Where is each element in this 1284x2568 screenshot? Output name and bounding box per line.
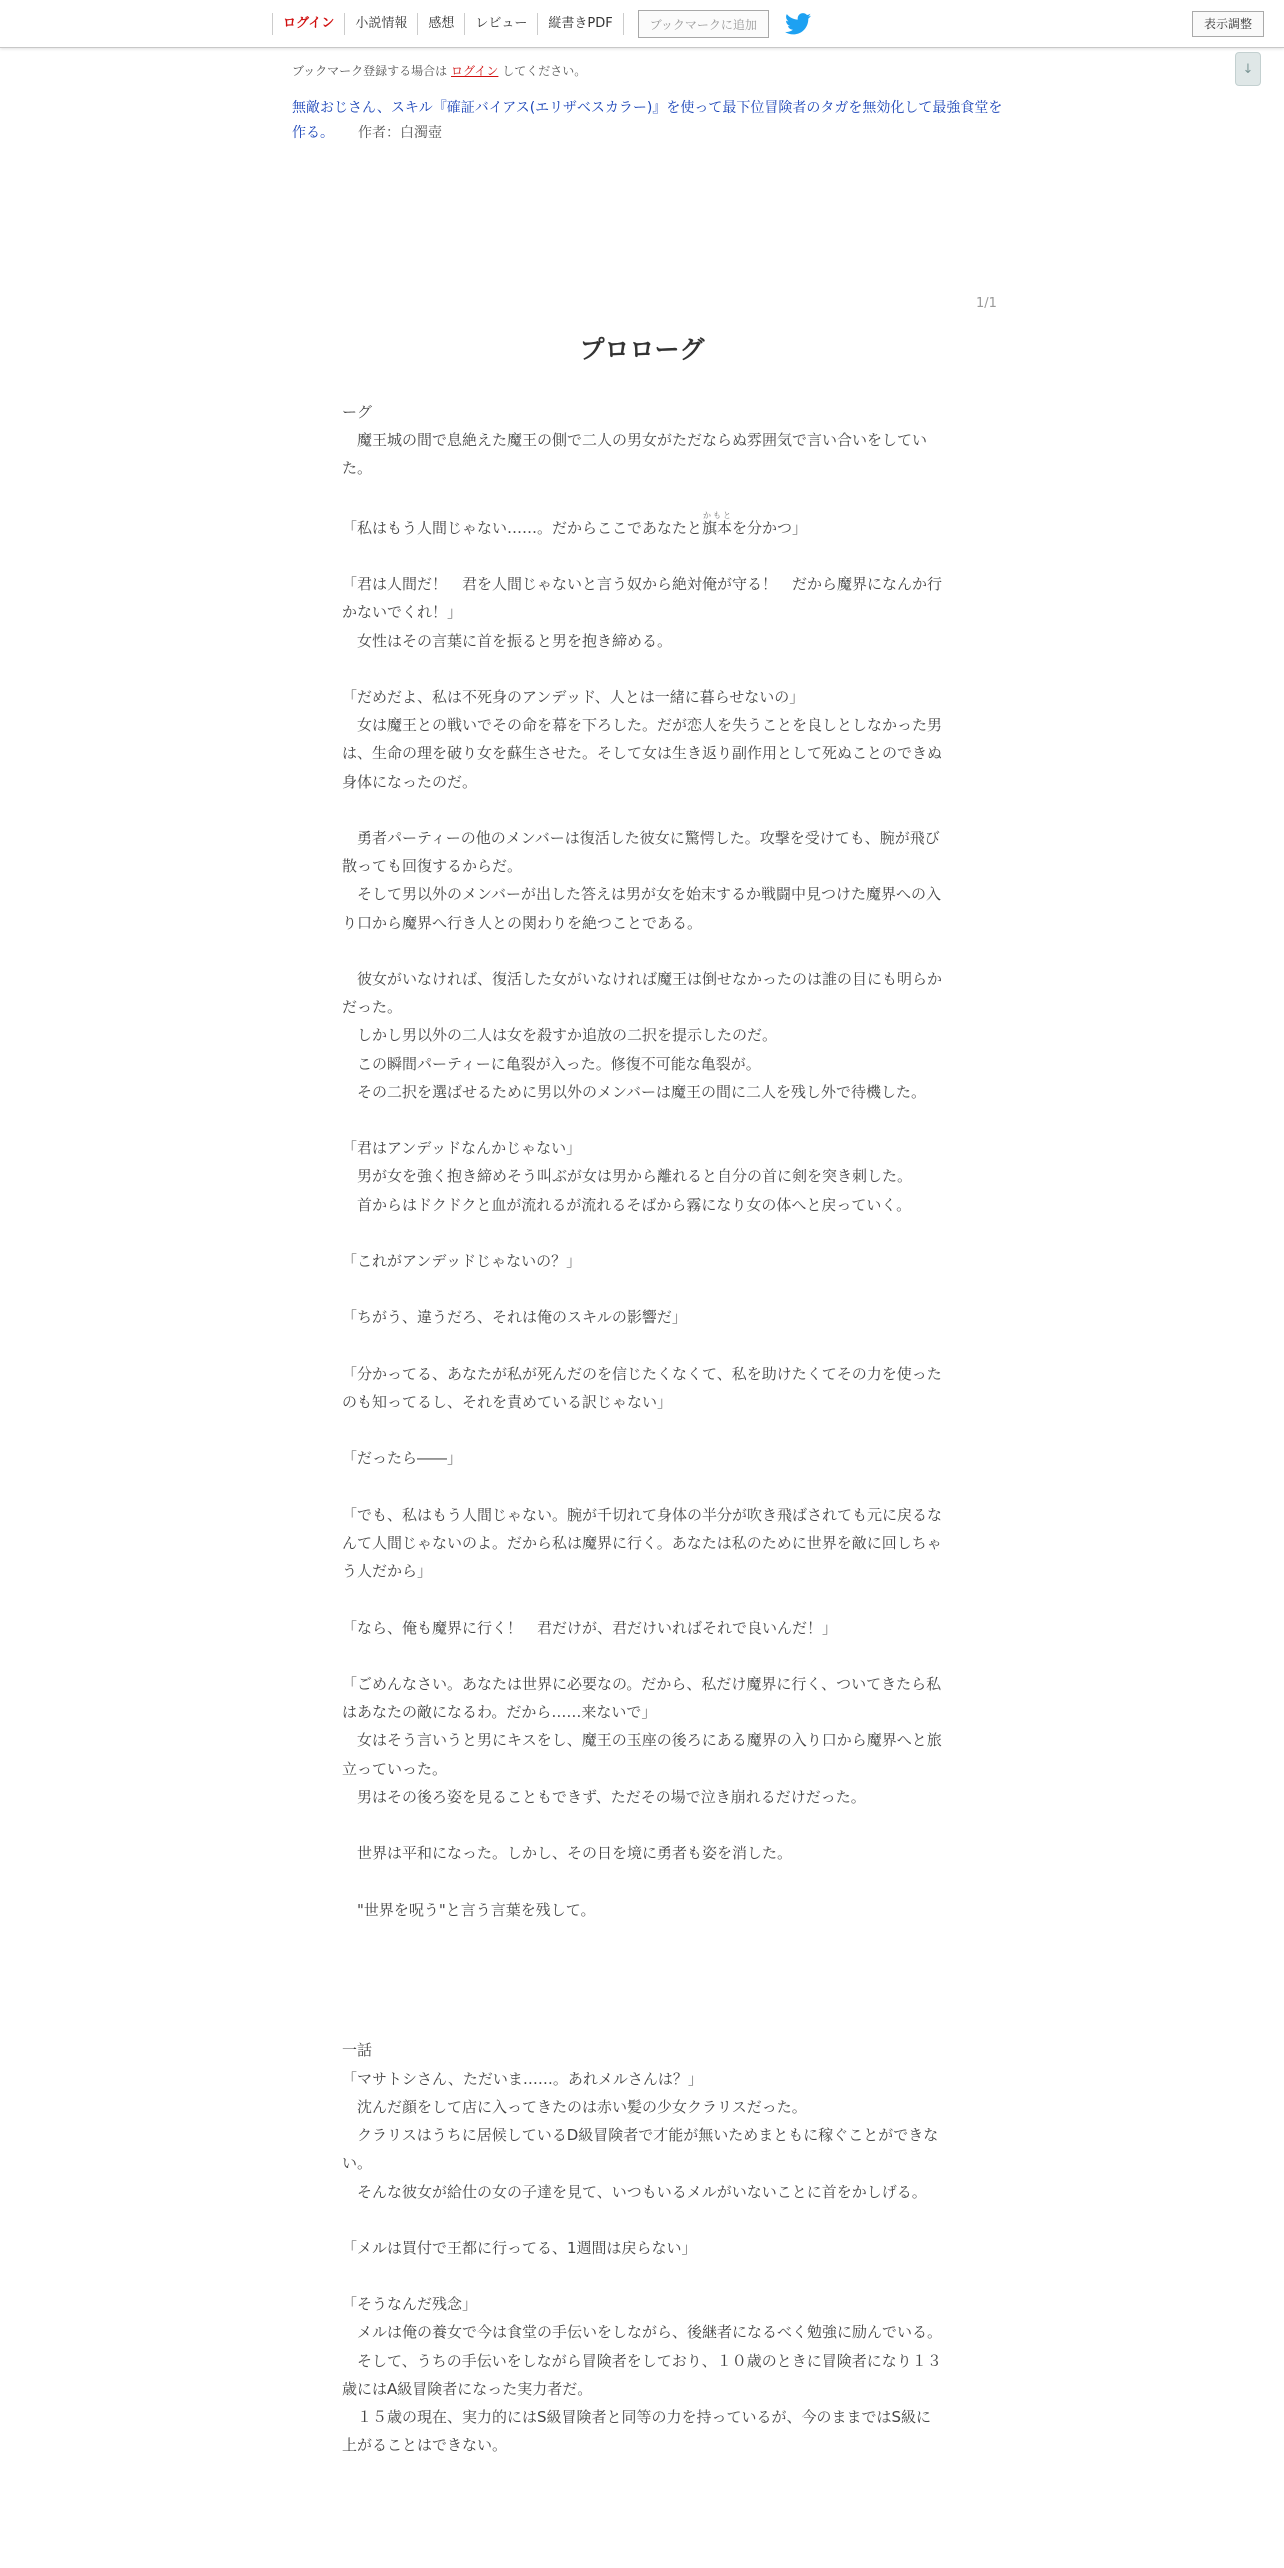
body-paragraph: 沈んだ顔をして店に入ってきたのは赤い髪の少女クラリスだった。: [342, 2097, 807, 2116]
body-paragraph: 「ごめんなさい。あなたは世界に必要なの。だから、私だけ魔界に行く、ついてきたら私はあなたの敵になるわ。だから……来ないで」: [342, 1674, 942, 1722]
bookmark-note-prefix: ブックマーク登録する場合は: [292, 64, 448, 78]
blank-line: [342, 1473, 942, 1501]
body-paragraph: 「だったら――」: [342, 1449, 463, 1468]
blank-line: [342, 2008, 942, 2036]
ruby-reading: かもと: [702, 510, 733, 520]
scroll-down-button[interactable]: ↓: [1235, 52, 1261, 86]
ruby-pre: 「私はもう人間じゃない……。だからここであなたと: [342, 518, 703, 537]
body-paragraph: 男が女を強く抱き締めそう叫ぶが女は男から離れると自分の首に剣を突き刺した。: [342, 1167, 913, 1186]
body-paragraph: メルは俺の養女で今は食堂の手伝いをしながら、後継者になるべく勉強に励んでいる。: [342, 2323, 943, 2342]
body-paragraph: クラリスはうちに居候しているD級冒険者で才能が無いためまともに稼ぐことができない。: [342, 2126, 939, 2173]
ruby-post: を分かつ」: [732, 518, 808, 537]
blank-line: [342, 1980, 942, 2008]
blank-line: [342, 1924, 942, 1952]
blank-line: [342, 1952, 942, 1980]
blank-line: [342, 2262, 942, 2290]
body-paragraph-ruby: [342, 511, 942, 542]
body-paragraph: 「君はアンデッドなんかじゃない」: [342, 1139, 582, 1158]
body-paragraph: 「なら、俺も魔界に行く！ 君だけが、君だけいればそれで良いんだ！」: [342, 1618, 838, 1637]
body-paragraph: 彼女がいなければ、復活した女がいなければ魔王は倒せなかったのは誰の目にも明らかだった。: [342, 969, 943, 1017]
blank-line: [342, 937, 942, 965]
page-counter: 1/1: [976, 296, 997, 311]
header-nav: [272, 9, 811, 39]
body-paragraph: 「メルは買付で王都に行ってる、1週間は戻らない」: [342, 2238, 697, 2257]
blank-line: [342, 655, 942, 683]
blank-line: [342, 796, 942, 824]
nav-vertical-pdf[interactable]: 縦書きPDF: [537, 13, 623, 35]
nav-login[interactable]: ログイン: [272, 13, 344, 35]
body-paragraph: 女は魔王との戦いでその命を幕を下ろした。だが恋人を失うことを良しとしなかった男は、生命の理を破り女を蘇生させた。そして女は生き返り副作用として死ぬことのできぬ身体になったのだ。: [342, 716, 943, 791]
add-bookmark-button[interactable]: ブックマークに追加: [638, 10, 769, 38]
body-paragraph: 一話: [342, 2041, 373, 2060]
body-paragraph: 「だめだよ、私は不死身のアンデッド、人とは一緒に暮らせないの」: [342, 687, 805, 706]
body-paragraph: ーグ: [342, 403, 373, 421]
novel-header: [292, 96, 1004, 146]
ruby-annotation: 旗本かもと: [702, 510, 733, 537]
body-paragraph: 「君は人間だ！ 君を人間じゃないと言う奴から絶対俺が守る！ だから魔界になんか行かないでくれ！」: [342, 575, 943, 622]
bookmark-login-link[interactable]: ログイン: [451, 64, 499, 78]
body-paragraph: この瞬間パーティーに亀裂が入った。修復不可能な亀裂が。: [342, 1054, 761, 1073]
body-paragraph: 「これがアンデッドじゃないの？」: [342, 1251, 582, 1270]
body-paragraph: 「でも、私はもう人間じゃない。腕が千切れて身体の半分が吹き飛ばされても元に戻るなんて人間じゃないのよ。だから私は魔界に行く。あなたは私のために世界を敵に回しちゃう人だから」: [342, 1505, 943, 1581]
body-paragraph: そして男以外のメンバーが出した答えは男が女を始末するか戦闘中見つけた魔界への入り口から魔界へ行き人との関わりを絶つことである。: [342, 885, 941, 932]
blank-line: [342, 1275, 942, 1303]
blank-line: [342, 542, 942, 570]
blank-line: [342, 1585, 942, 1613]
blank-line: [342, 1332, 942, 1360]
body-paragraph: そんな彼女が給仕の女の子達を見て、いつもいるメルがいないことに首をかしげる。: [342, 2182, 927, 2201]
body-paragraph: その二択を選ばせるために男以外のメンバーは魔王の間に二人を残し外で待機した。: [342, 1082, 926, 1101]
blank-line: [342, 1106, 942, 1134]
body-paragraph: そして、うちの手伝いをしながら冒険者をしており、１０歳のときに冒険者になり１３歳にはA級冒険者になった実力者だ。: [342, 2351, 942, 2398]
nav-reviews[interactable]: レビュー: [464, 13, 537, 35]
body-paragraph: 女はそう言いうと男にキスをし、魔王の玉座の後ろにある魔界の入り口から魔界へと旅立っていった。: [342, 1731, 942, 1778]
blank-line: [342, 1867, 942, 1895]
nav-novel-info[interactable]: 小説情報: [344, 13, 417, 35]
body-paragraph: しかし男以外の二人は女を殺すか追放の二択を提示したのだ。: [342, 1026, 778, 1045]
bookmark-login-note: [292, 62, 586, 79]
twitter-bird-icon[interactable]: [785, 13, 811, 35]
blank-line: [342, 1416, 942, 1444]
body-paragraph: １５歳の現在、実力的にはS級冒険者と同等の力を持っているが、今のままではS級に上がることはできない。: [342, 2408, 932, 2455]
body-paragraph: 世界は平和になった。しかし、その日を境に勇者も姿を消した。: [342, 1844, 793, 1863]
chapter-title: プロローグ: [579, 335, 705, 364]
author-line: [358, 125, 442, 141]
blank-line: [342, 483, 942, 511]
body-paragraph: 「そうなんだ残念」: [342, 2295, 478, 2314]
body-paragraph: 魔王城の間で息絶えた魔王の側で二人の男女がただならぬ雰囲気で言い合いをしていた。: [342, 431, 928, 478]
blank-line: [342, 1219, 942, 1247]
body-paragraph: 勇者パーティーの他のメンバーは復活した彼女に驚愕した。攻撃を受けても、腕が飛び散っても回復するからだ。: [342, 828, 940, 876]
novel-title-link[interactable]: 無敵おじさん、スキル『確証バイアス(エリザベスカラー)』を使って最下位冒険者のタガを無効化して最強食堂を作る。: [292, 100, 1003, 141]
blank-line: [342, 1642, 942, 1670]
body-paragraph: 「分かってる、あなたが私が死んだのを信じたくなくて、私を助けたくてその力を使ったのも知ってるし、それを責めている訳じゃない」: [342, 1364, 942, 1411]
novel-body-text: [342, 398, 942, 2460]
body-paragraph: 女性はその言葉に首を振ると男を抱き締める。: [342, 631, 673, 650]
bookmark-note-suffix: してください。: [502, 64, 587, 78]
body-paragraph: 首からはドクドクと血が流れるが流れるそばから霧になり女の体へと戻っていく。: [342, 1195, 912, 1214]
blank-line: [342, 2206, 942, 2234]
display-settings-button[interactable]: 表示調整: [1192, 11, 1264, 37]
blank-line: [342, 1811, 942, 1839]
author-label: 作者：: [358, 125, 400, 141]
body-paragraph: 男はその後ろ姿を見ることもできず、ただその場で泣き崩れるだけだった。: [342, 1787, 866, 1806]
body-paragraph: "世界を呪う"と言う言葉を残して。: [342, 1900, 596, 1919]
nav-impressions[interactable]: 感想: [417, 13, 464, 35]
body-paragraph: 「マサトシさん、ただいま……。あれメルさんは？」: [342, 2069, 703, 2088]
author-name: 白濁壺: [400, 125, 442, 141]
top-navigation-bar: [0, 0, 1284, 48]
body-paragraph: 「ちがう、違うだろ、それは俺のスキルの影響だ」: [342, 1308, 687, 1327]
